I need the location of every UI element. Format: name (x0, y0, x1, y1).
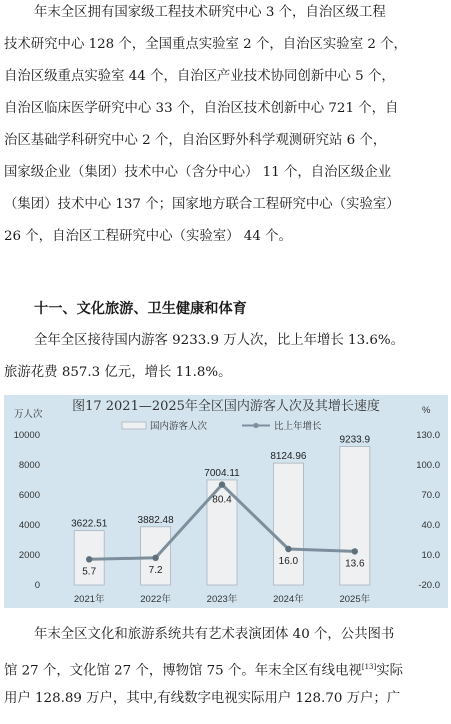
legend-label-bar: 国内游客人次 (150, 421, 208, 432)
text-line: 旅游花费 857.3 亿元，增长 11.8%。 (4, 365, 232, 380)
growth-point (219, 481, 225, 487)
legend-swatch-bar (122, 422, 146, 429)
left-tick-label: 10000 (13, 430, 40, 441)
text-line (4, 657, 403, 677)
bar-value-label: 7004.11 (204, 467, 240, 479)
growth-point (86, 556, 92, 562)
chart-panel (4, 395, 448, 608)
tourist-chart (4, 395, 448, 608)
text-line: （集团）技术中心 137 个；国家地方联合工程研究中心（实验室） (4, 197, 400, 212)
right-tick-label: 100.0 (416, 460, 440, 471)
left-tick-label: 8000 (18, 460, 40, 471)
text-line: 全年全区接待国内游客 9233.9 万人次，比上年增长 13.6%。 (34, 333, 404, 348)
left-tick-label: 0 (34, 580, 40, 591)
category-label: 2021年 (73, 594, 105, 605)
left-tick-label: 6000 (18, 490, 40, 501)
bar-value-label: 9233.9 (339, 434, 371, 446)
left-tick-label: 4000 (18, 520, 40, 531)
right-tick-label: -20.0 (418, 580, 440, 591)
category-label: 2023年 (206, 594, 238, 605)
text-line: 技术研究中心 128 个，全国重点实验室 2 个，自治区实验室 2 个， (4, 37, 407, 52)
growth-point (352, 548, 358, 554)
text-line-end: 实际 (376, 663, 404, 679)
text-line: 自治区临床医学研究中心 33 个，自治区技术创新中心 721 个，自 (4, 101, 399, 116)
bar-value-label: 3622.51 (71, 518, 108, 530)
growth-point (152, 555, 158, 561)
text-line: 年末全区拥有国家级工程技术研究中心 3 个，自治区级工程 (34, 5, 386, 20)
left-tick-label: 2000 (18, 550, 40, 561)
growth-value-label: 13.6 (345, 558, 365, 570)
growth-value-label: 80.4 (212, 494, 232, 506)
legend-label-line: 比上年增长 (274, 421, 322, 432)
text-line: 用户 128.89 万户，其中,有线数字电视实际用户 128.70 万户；广 (4, 691, 401, 706)
text-line: 26 个，自治区工程研究中心（实验室） 44 个。 (4, 229, 292, 244)
growth-point (285, 546, 291, 552)
category-label: 2024年 (273, 594, 304, 605)
left-axis-unit: 万人次 (14, 409, 43, 420)
growth-value-label: 16.0 (278, 556, 299, 567)
category-label: 2025年 (339, 594, 371, 605)
text-line: 年末全区文化和旅游系统共有艺术表演团体 40 个，公共图书 (34, 627, 395, 642)
section-heading: 十一、文化旅游、卫生健康和体育 (34, 301, 247, 317)
growth-value-label: 5.7 (82, 566, 97, 578)
right-tick-label: 10.0 (421, 550, 440, 561)
legend-marker-line (253, 423, 258, 428)
category-label: 2022年 (140, 594, 171, 605)
text-line: 治区基础学科研究中心 2 个，自治区野外科学观测研究站 6 个， (4, 133, 387, 148)
bar-value-label: 8124.96 (270, 451, 307, 463)
bar-value-label: 3882.48 (137, 514, 174, 526)
right-axis-unit: % (422, 405, 431, 416)
right-tick-label: 130.0 (416, 430, 440, 441)
text-line-start: 馆 27 个，文化馆 27 个，博物馆 75 个。年末全区有线电视 (4, 663, 362, 679)
chart-title: 图17 2021—2025年全区国内游客人次及其增长速度 (72, 399, 380, 414)
text-line: 国家级企业（集团）技术中心（含分中心） 11 个，自治区级企业 (4, 165, 392, 180)
footnote-ref[interactable]: [13] (361, 663, 377, 671)
text-line: 自治区级重点实验室 44 个，自治区产业技术协同创新中心 5 个， (4, 69, 395, 84)
growth-value-label: 7.2 (148, 564, 163, 576)
right-tick-label: 70.0 (421, 490, 440, 501)
right-tick-label: 40.0 (421, 520, 440, 531)
